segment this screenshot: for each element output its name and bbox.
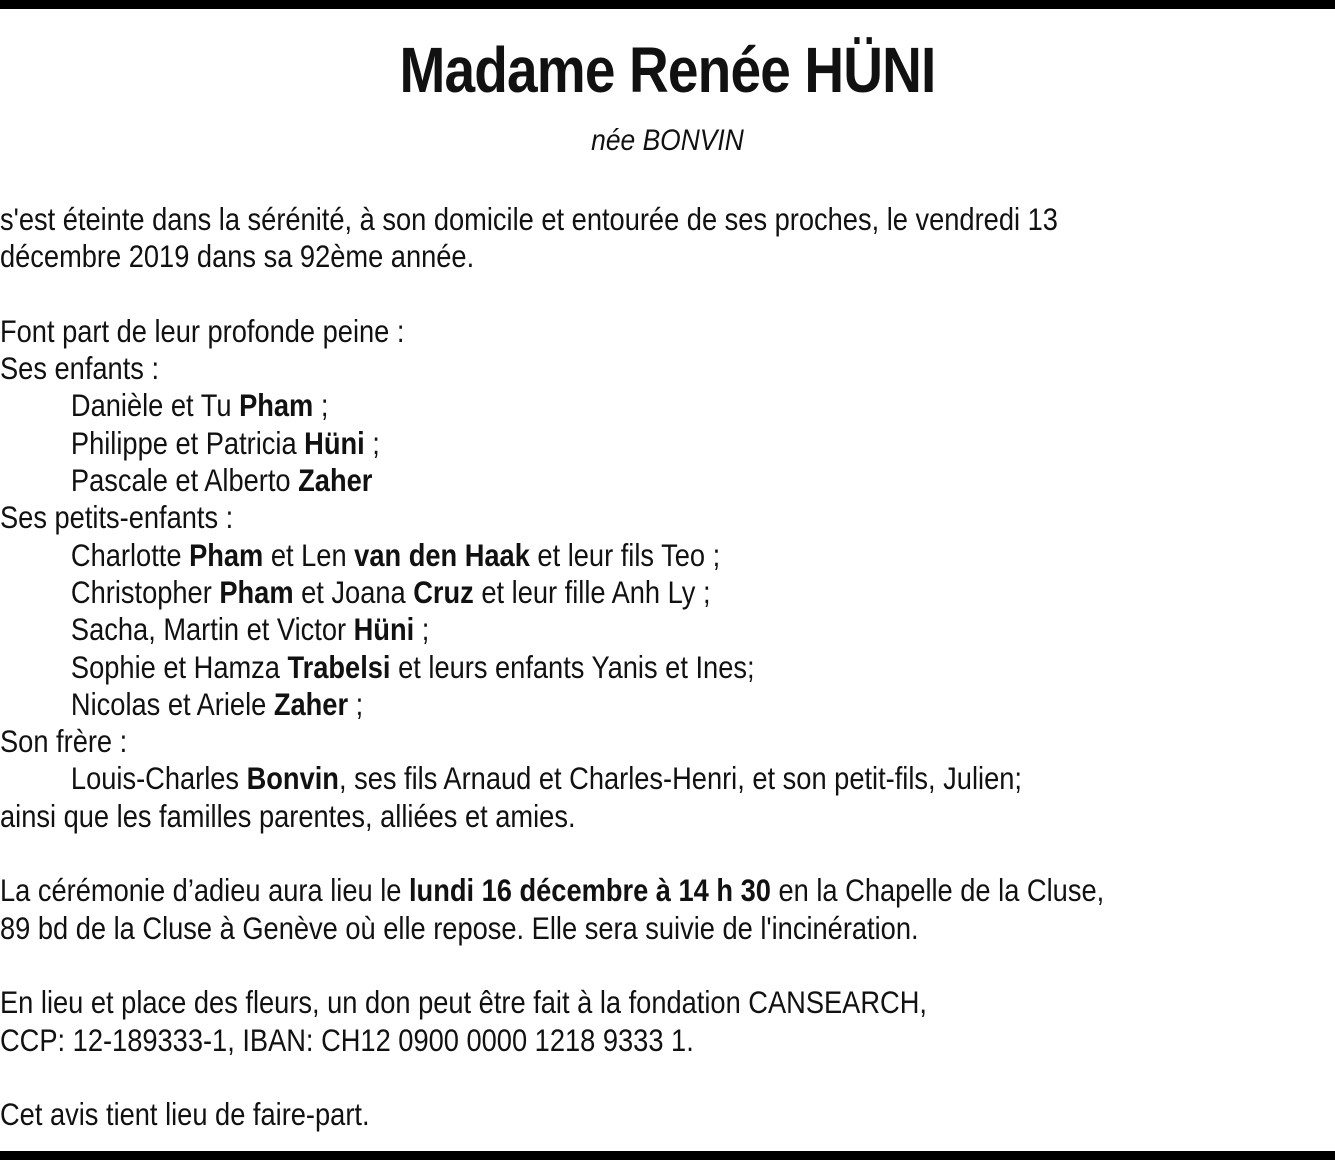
grandchild-item: Sophie et Hamza Trabelsi et leurs enfants Yanis et Ines; — [70, 648, 755, 685]
obituary-body — [0, 201, 1315, 1133]
spacer — [0, 947, 1315, 984]
child-item: Philippe et Patricia Hüni ; — [70, 424, 380, 461]
grandchild-item: Sacha, Martin et Victor Hüni ; — [70, 611, 430, 648]
spacer — [0, 1059, 1315, 1096]
intro-line-2: décembre 2019 dans sa 92ème année. — [0, 238, 475, 275]
spacer — [0, 276, 1315, 313]
ceremony-line-1: La cérémonie d’adieu aura lieu le lundi 16 décembre à 14 h 30 en la Chapelle de la Cluse, — [0, 872, 1105, 909]
families-line: ainsi que les familles parentes, alliées et amies. — [0, 797, 576, 834]
maiden-name: née BONVIN — [591, 124, 744, 157]
top-rule — [0, 0, 1335, 9]
donation-line-1: En lieu et place des fleurs, un don peut être fait à la fondation CANSEARCH, — [0, 984, 927, 1021]
brother-heading: Son frère : — [0, 723, 128, 760]
announce-line: Font part de leur profonde peine : — [0, 312, 405, 349]
intro-line-1: s'est éteinte dans la sérénité, à son domicile et entourée de ses proches, le vendredi 13 — [0, 201, 1058, 237]
grandchild-item: Charlotte Pham et Len van den Haak et leur fils Teo ; — [70, 536, 721, 573]
spacer — [0, 835, 1315, 872]
obituary-title: Madame Renée HÜNI — [399, 34, 936, 106]
donation-line-2: CCP: 12-189333-1, IBAN: CH12 0900 0000 1218 9333 1. — [0, 1021, 694, 1058]
ceremony-line-2: 89 bd de la Cluse à Genève où elle repose. Elle sera suivie de l'incinération. — [0, 909, 919, 946]
brother-item: Louis-Charles Bonvin, ses fils Arnaud et Charles-Henri, et son petit-fils, Julien; — [70, 760, 1022, 797]
bottom-rule — [0, 1151, 1335, 1160]
grandchildren-heading: Ses petits-enfants : — [0, 499, 234, 536]
child-item: Danièle et Tu Pham ; — [70, 387, 329, 424]
children-heading: Ses enfants : — [0, 350, 160, 387]
grandchild-item: Christopher Pham et Joana Cruz et leur fille Anh Ly ; — [70, 573, 711, 610]
grandchild-item: Nicolas et Ariele Zaher ; — [70, 685, 364, 722]
closing-line: Cet avis tient lieu de faire-part. — [0, 1096, 370, 1133]
child-item: Pascale et Alberto Zaher — [70, 462, 373, 499]
